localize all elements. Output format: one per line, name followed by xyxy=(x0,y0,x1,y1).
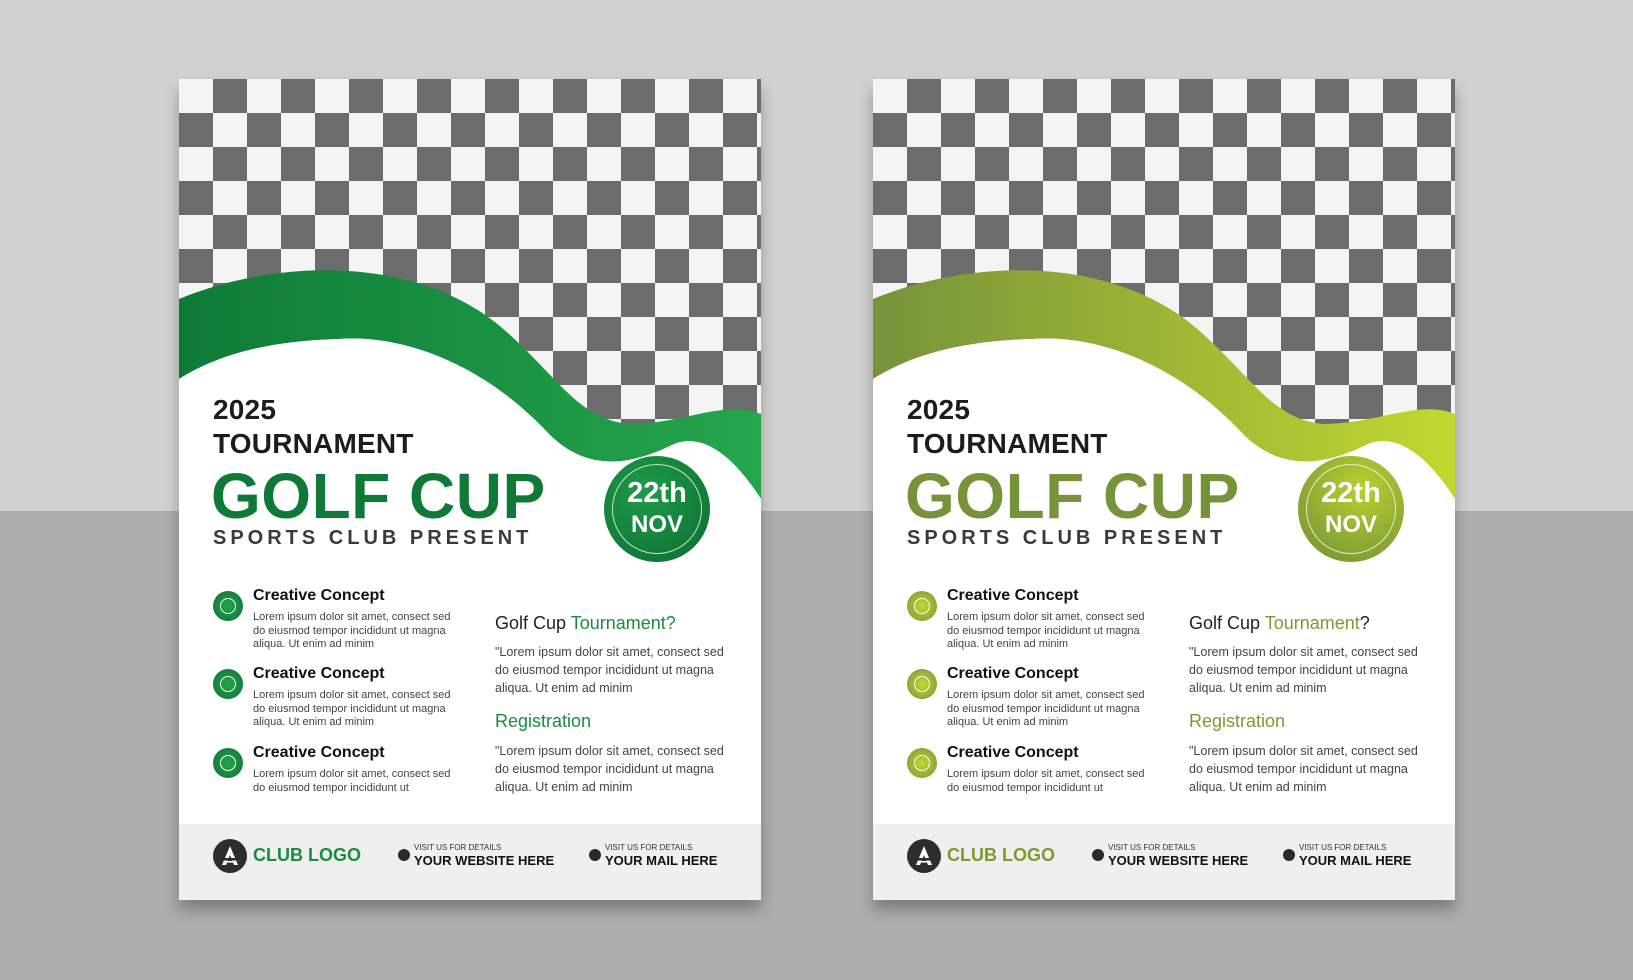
question-heading xyxy=(495,613,676,634)
feature-title: Creative Concept xyxy=(253,587,385,604)
feature-bullet-icon xyxy=(213,669,243,699)
feature-title: Creative Concept xyxy=(947,587,1079,604)
mail-bullet-icon xyxy=(589,849,601,861)
date-badge xyxy=(1298,456,1404,562)
club-logo-text: CLUB LOGO xyxy=(253,845,361,865)
club-logo-icon xyxy=(213,839,247,873)
feature-body: Lorem ipsum dolor sit amet, consect sed do eiusmod tempor incididunt ut xyxy=(253,768,451,794)
club-logo-text: CLUB LOGO xyxy=(947,845,1055,865)
event-title: GOLF CUP xyxy=(211,460,546,532)
event-year: 2025 xyxy=(213,394,277,425)
feature-body: Lorem ipsum dolor sit amet, consect sed do eiusmod tempor incididunt ut magna aliqua. Ut enim ad minim xyxy=(947,611,1145,650)
feature-title: Creative Concept xyxy=(253,665,385,682)
flyer-lime xyxy=(873,79,1455,900)
registration-body: "Lorem ipsum dolor sit amet, consect sed do eiusmod tempor incididunt ut magna aliqua. Ut enim ad minim xyxy=(1189,744,1418,794)
website-bullet-icon xyxy=(1092,849,1104,861)
website-text: YOUR WEBSITE HERE xyxy=(1108,853,1249,868)
event-type: TOURNAMENT xyxy=(213,428,414,459)
question-heading xyxy=(1189,613,1370,634)
question-prefix: Golf Cup xyxy=(495,613,567,633)
flyer-footer xyxy=(873,824,1455,900)
feature-body: Lorem ipsum dolor sit amet, consect sed do eiusmod tempor incididunt ut magna aliqua. Ut enim ad minim xyxy=(947,689,1145,728)
feature-body: Lorem ipsum dolor sit amet, consect sed do eiusmod tempor incididunt ut magna aliqua. Ut enim ad minim xyxy=(253,689,451,728)
date-month: NOV xyxy=(1324,511,1377,538)
flyer-green xyxy=(179,79,761,900)
website-bullet-icon xyxy=(398,849,410,861)
question-accent: Tournament xyxy=(1264,613,1360,633)
question-body: "Lorem ipsum dolor sit amet, consect sed do eiusmod tempor incididunt ut magna aliqua. Ut enim ad minim xyxy=(1189,645,1418,695)
mail-text: YOUR MAIL HERE xyxy=(1299,853,1412,868)
feature-body: Lorem ipsum dolor sit amet, consect sed do eiusmod tempor incididunt ut magna aliqua. Ut enim ad minim xyxy=(253,611,451,650)
question-prefix: Golf Cup xyxy=(1189,613,1261,633)
event-type: TOURNAMENT xyxy=(907,428,1108,459)
feature-bullet-icon xyxy=(907,748,937,778)
date-badge xyxy=(604,456,710,562)
website-caption: VISIT US FOR DETAILS xyxy=(1108,843,1196,852)
feature-title: Creative Concept xyxy=(947,665,1079,682)
website-caption: VISIT US FOR DETAILS xyxy=(414,843,502,852)
feature-bullet-icon xyxy=(907,669,937,699)
feature-bullet-icon xyxy=(907,591,937,621)
club-logo-icon xyxy=(907,839,941,873)
mail-caption: VISIT US FOR DETAILS xyxy=(1299,843,1387,852)
mail-text: YOUR MAIL HERE xyxy=(605,853,718,868)
feature-bullet-icon xyxy=(213,748,243,778)
event-subtitle: SPORTS CLUB PRESENT xyxy=(907,527,1227,549)
date-day: 22th xyxy=(1321,477,1381,509)
event-title: GOLF CUP xyxy=(905,460,1240,532)
registration-heading: Registration xyxy=(495,711,592,731)
feature-title: Creative Concept xyxy=(253,744,385,761)
website-text: YOUR WEBSITE HERE xyxy=(414,853,555,868)
event-subtitle: SPORTS CLUB PRESENT xyxy=(213,527,533,549)
question-body: "Lorem ipsum dolor sit amet, consect sed do eiusmod tempor incididunt ut magna aliqua. Ut enim ad minim xyxy=(495,645,724,695)
flyer-footer xyxy=(179,824,761,900)
question-accent: Tournament? xyxy=(570,613,676,633)
feature-bullet-icon xyxy=(213,591,243,621)
registration-heading: Registration xyxy=(1189,711,1286,731)
question-suffix: ? xyxy=(1359,613,1370,633)
date-month: NOV xyxy=(630,511,683,538)
registration-body: "Lorem ipsum dolor sit amet, consect sed do eiusmod tempor incididunt ut magna aliqua. Ut enim ad minim xyxy=(495,744,724,794)
feature-body: Lorem ipsum dolor sit amet, consect sed do eiusmod tempor incididunt ut xyxy=(947,768,1145,794)
mail-bullet-icon xyxy=(1283,849,1295,861)
date-day: 22th xyxy=(627,477,687,509)
mail-caption: VISIT US FOR DETAILS xyxy=(605,843,693,852)
feature-title: Creative Concept xyxy=(947,744,1079,761)
event-year: 2025 xyxy=(907,394,971,425)
